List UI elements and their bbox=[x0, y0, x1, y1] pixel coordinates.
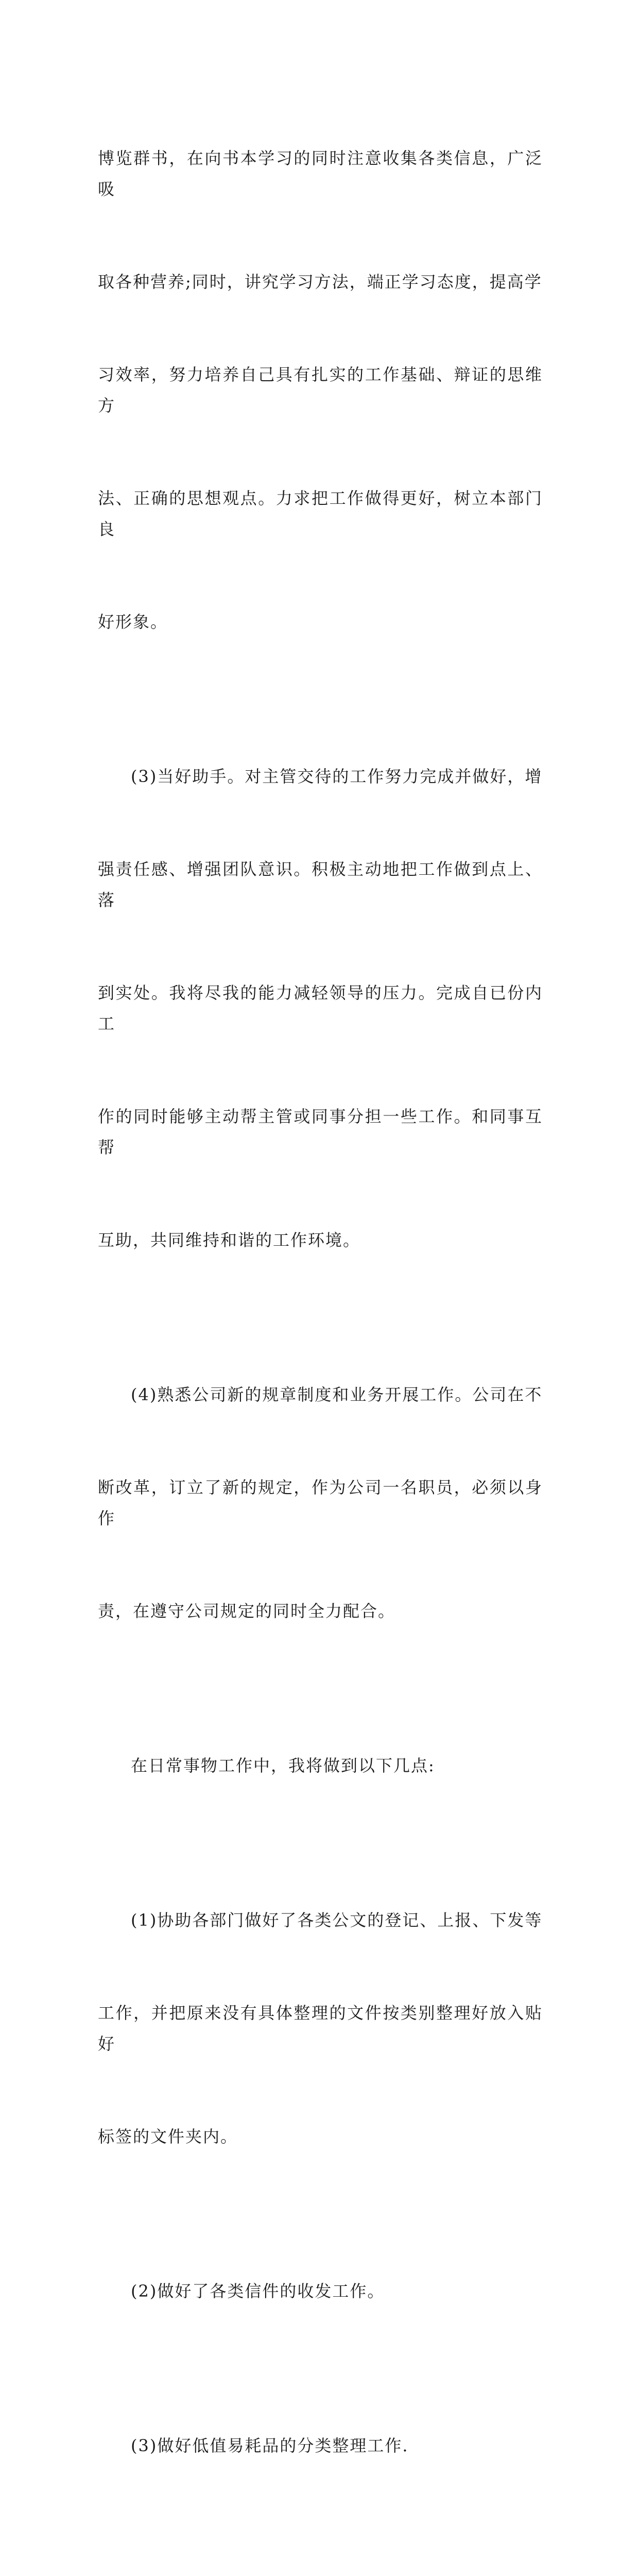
text-line: 互助，共同维持和谐的工作环境。 bbox=[98, 1230, 361, 1250]
text-line: 工作，并把原来没有具体整理的文件按类别整理好放入贴好 bbox=[98, 2003, 543, 2054]
text-line: 责，在遵守公司规定的同时全力配合。 bbox=[98, 1601, 396, 1621]
paragraph-rules bbox=[98, 1317, 543, 1688]
text-line: (4)熟悉公司新的规章制度和业务开展工作。公司在不 bbox=[131, 1385, 543, 1404]
text-line: 到实处。我将尽我的能力减轻领导的压力。完成自已份内工 bbox=[98, 983, 543, 1033]
text-line: (1)协助各部门做好了各类公文的登记、上报、下发等 bbox=[131, 1910, 543, 1930]
text-line: 断改革，订立了新的规定，作为公司一名职员，必须以身作 bbox=[98, 1478, 543, 1528]
text-line: 好形象。 bbox=[98, 612, 168, 632]
paragraph-item-3 bbox=[98, 2368, 543, 2523]
text-line: 在日常事物工作中，我将做到以下几点: bbox=[131, 1756, 435, 1775]
text-line: (3)当好助手。对主管交待的工作努力完成并做好，增 bbox=[131, 767, 543, 786]
text-line: 习效率，努力培养自己具有扎实的工作基础、辩证的思维方 bbox=[98, 365, 543, 415]
text-line: 取各种营养;同时，讲究学习方法，端正学习态度，提高学 bbox=[98, 272, 542, 292]
paragraph-study bbox=[98, 81, 543, 699]
text-line: 强责任感、增强团队意识。积极主动地把工作做到点上、落 bbox=[98, 859, 543, 910]
document-body bbox=[98, 81, 543, 2576]
text-line: 法、正确的思想观点。力求把工作做得更好，树立本部门良 bbox=[98, 488, 543, 539]
paragraph-item-4 bbox=[98, 2523, 543, 2576]
text-line: (2)做好了各类信件的收发工作。 bbox=[131, 2281, 385, 2301]
text-line: (3)做好低值易耗品的分类整理工作. bbox=[131, 2436, 409, 2455]
paragraph-item-1 bbox=[98, 1843, 543, 2214]
text-line: 博览群书，在向书本学习的同时注意收集各类信息，广泛吸 bbox=[98, 148, 543, 199]
paragraph-daily-intro bbox=[98, 1688, 543, 1843]
paragraph-item-2 bbox=[98, 2214, 543, 2368]
text-line: 标签的文件夹内。 bbox=[98, 2127, 238, 2146]
text-line: 作的同时能够主动帮主管或同事分担一些工作。和同事互帮 bbox=[98, 1107, 543, 1157]
paragraph-assistant bbox=[98, 699, 543, 1317]
